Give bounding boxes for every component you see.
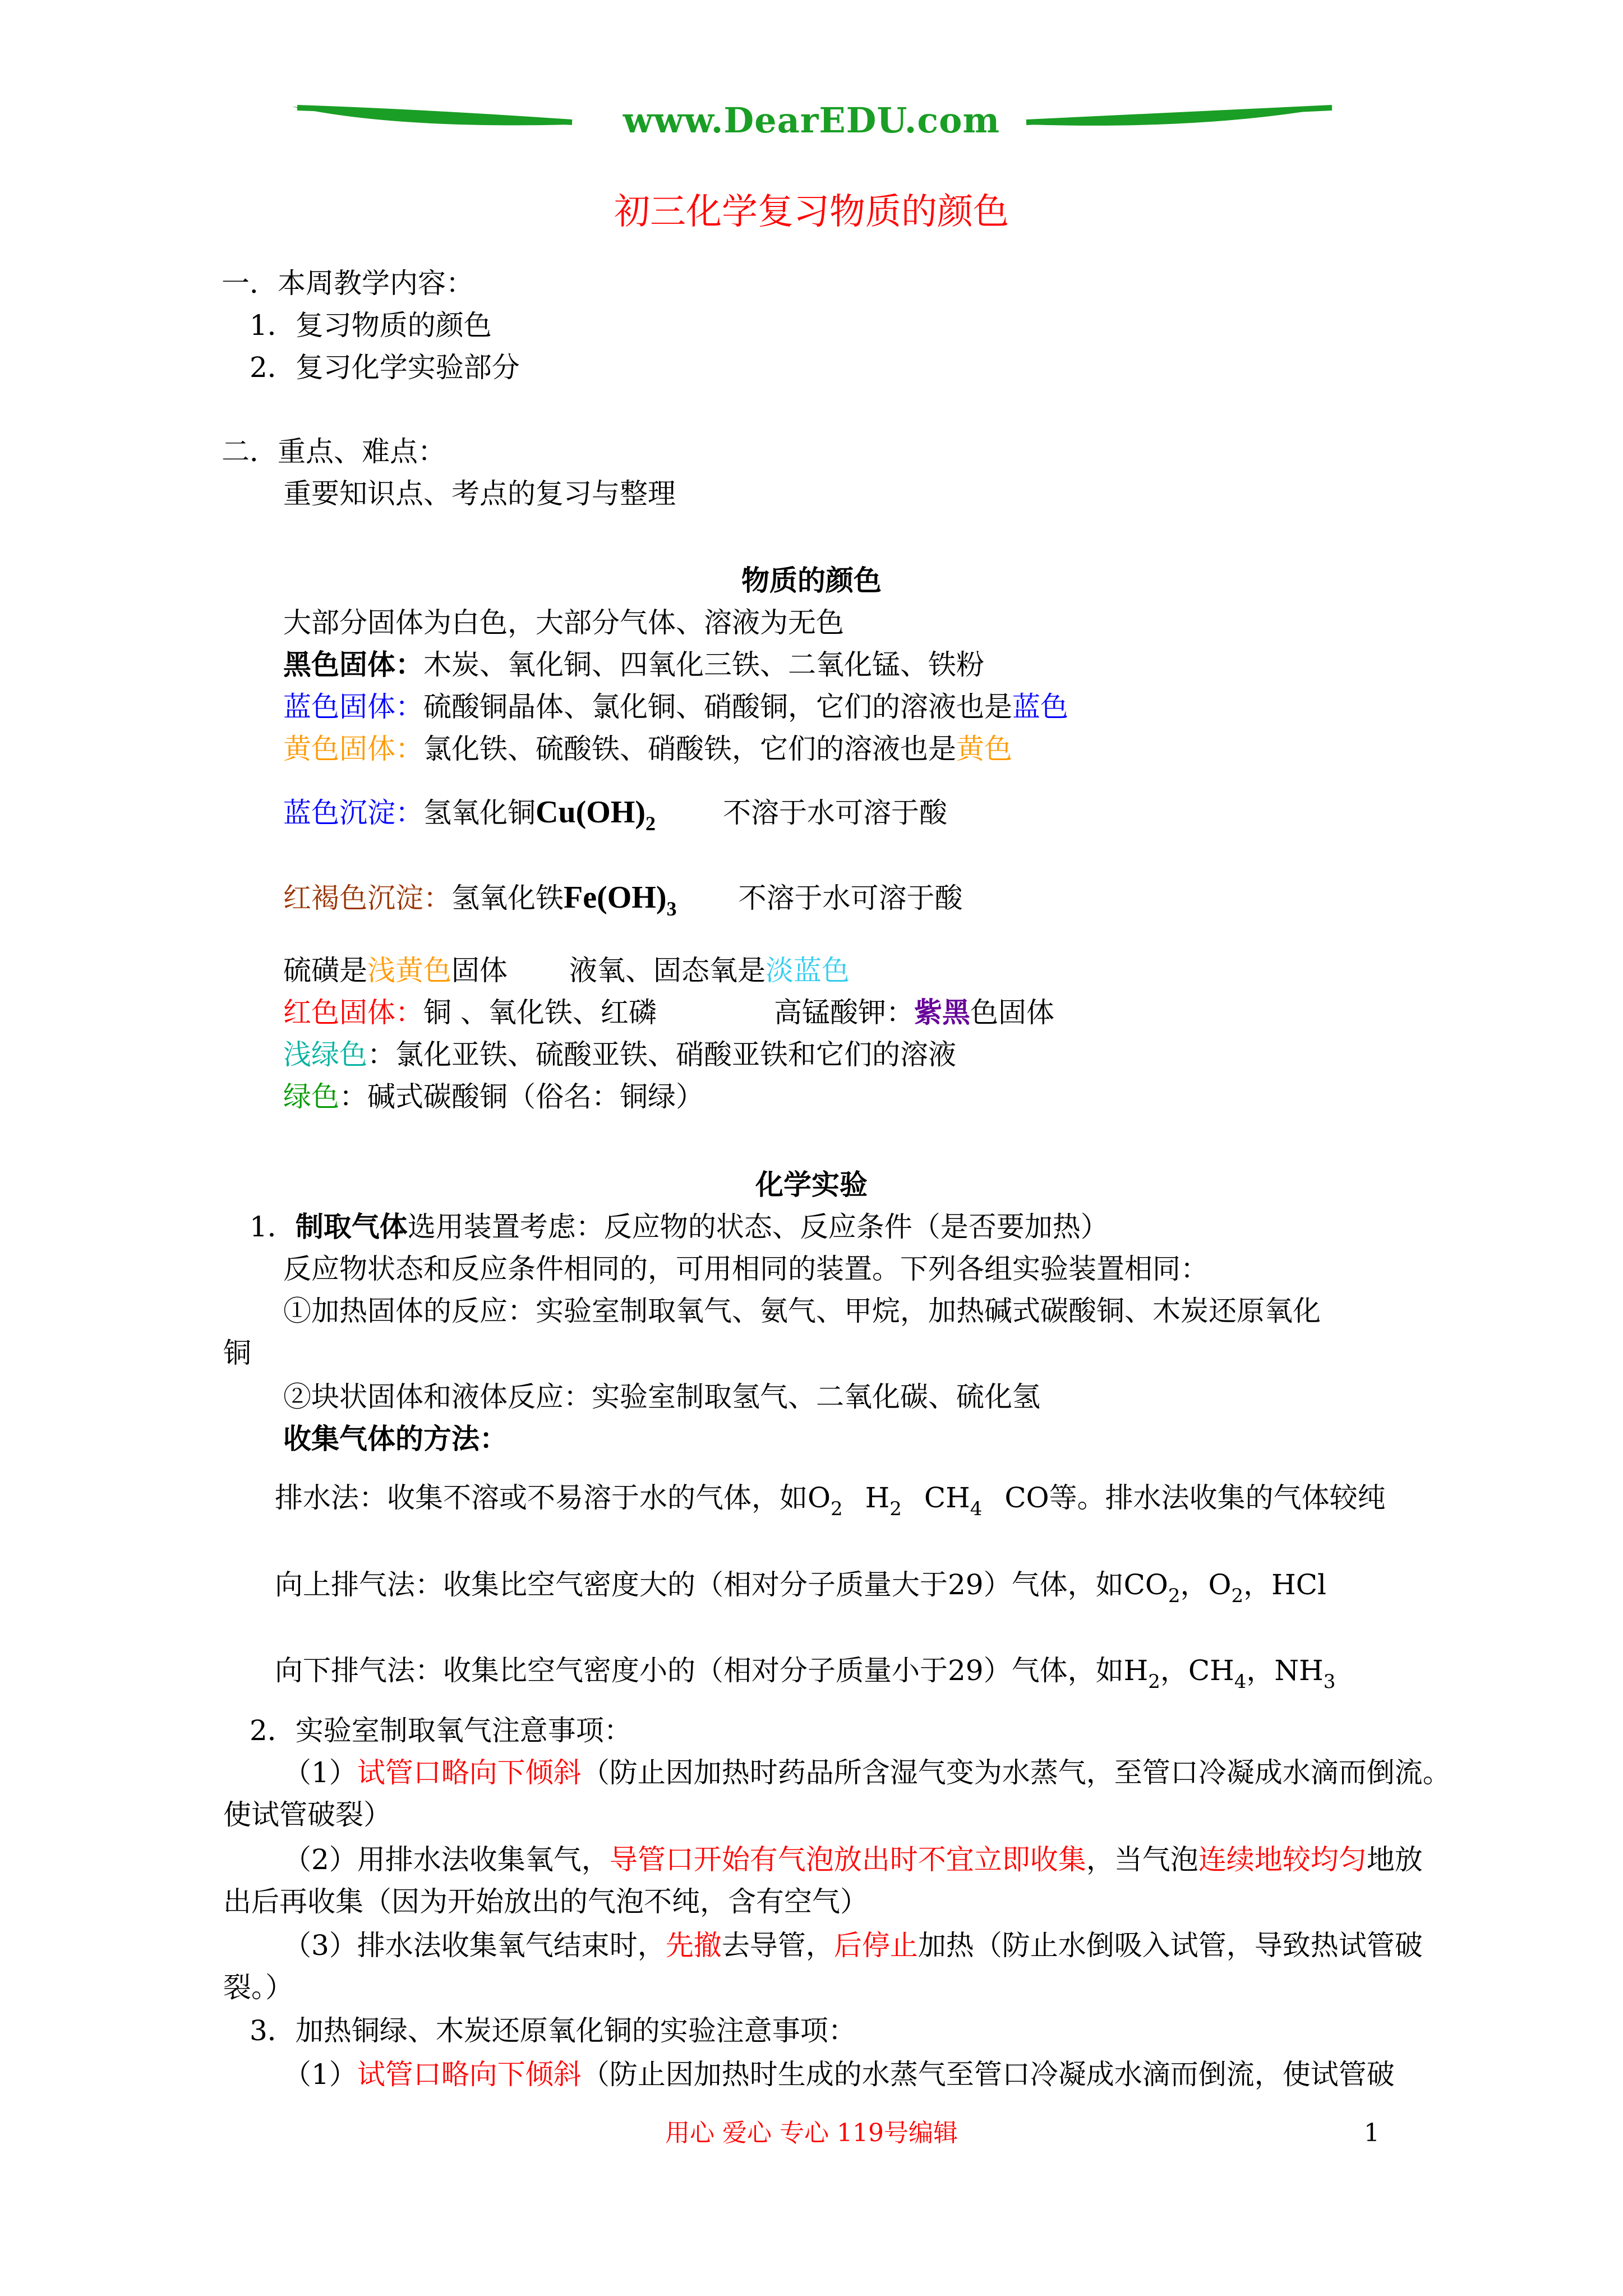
separator: ，	[1160, 1654, 1188, 1687]
exp-p1-item1b: 铜	[223, 1337, 251, 1369]
formula-CO2: $CO_2$	[1123, 1568, 1181, 1607]
formula-H2: $H_2$	[865, 1481, 902, 1520]
p2-2-red1: 导管口开始有气泡放出时不宜立即收集	[609, 1843, 1086, 1876]
p2-2-red2: 连续地较均匀	[1198, 1843, 1367, 1876]
formula-CH4: $CH_4$	[924, 1481, 983, 1520]
exp-p1-num: 1．	[250, 1211, 296, 1243]
yellow-text: 氯化铁、硫酸铁、硝酸铁，它们的溶液也是	[423, 733, 956, 765]
brownppt-label: 红褐色沉淀：	[283, 882, 451, 914]
kmno4-b: 色固体	[970, 996, 1054, 1029]
blueppt-label: 蓝色沉淀：	[283, 797, 423, 829]
p2-3-red1: 先撤	[665, 1929, 722, 1962]
page-footer: 用心 爱心 专心 119号编辑	[665, 2119, 958, 2147]
p2-3-red2: 后停止	[833, 1929, 918, 1962]
upward-method-line	[275, 1568, 1327, 1607]
sulfur-oxygen-line	[283, 954, 850, 987]
exp-p1-item1a: ①加热固体的反应：实验室制取氧气、氨气、甲烷，加热碱式碳酸铜、木炭还原氧化	[283, 1295, 1321, 1327]
exp-p3-1-line	[283, 2058, 1395, 2091]
section2-heading: 二．重点、难点：	[222, 435, 446, 468]
section1-heading: 一．本周教学内容：	[222, 267, 474, 300]
up-a: 向上排气法：收集比空气密度大的（相对分子质量大于29）气体，如	[275, 1568, 1124, 1601]
brownppt-sub: 3	[666, 898, 677, 920]
red-solids-line	[283, 996, 657, 1029]
lightgreen-text: ：氯化亚铁、硫酸亚铁、硝酸亚铁和它们的溶液	[367, 1038, 956, 1071]
experiments-heading: 化学实验	[755, 1168, 868, 1201]
p3-1-red: 试管口略向下倾斜	[357, 2058, 582, 2091]
exp-p2-3-line	[283, 1929, 1423, 1962]
water-method-line	[275, 1481, 1386, 1520]
exp-p1-line	[250, 1210, 1109, 1244]
black-solids-line	[283, 648, 984, 682]
colors-intro: 大部分固体为白色，大部分气体、溶液为无色	[283, 606, 844, 639]
oxygen-color: 淡蓝色	[766, 954, 850, 987]
red-label: 红色固体：	[283, 996, 423, 1029]
collect-heading: 收集气体的方法：	[283, 1422, 508, 1455]
formula-O2: $O_2$	[808, 1481, 843, 1520]
p2-1-num: （1）	[283, 1756, 357, 1789]
blueppt-formula: Cu(OH)	[536, 795, 645, 830]
formula-HCl: HCl	[1271, 1568, 1327, 1601]
kmno4-line	[774, 996, 1054, 1029]
p2-3-mid: 去导管，	[721, 1929, 834, 1962]
brownppt-note: 不溶于水可溶于酸	[738, 882, 963, 914]
exp-p1-text: 选用装置考虑：反应物的状态、反应条件（是否要加热）	[407, 1211, 1109, 1243]
yellow-label: 黄色固体：	[283, 733, 423, 765]
exp-p1-bold: 制取气体	[295, 1210, 408, 1243]
separator: ，	[1246, 1654, 1275, 1687]
section1-item: 1．复习物质的颜色	[250, 309, 492, 342]
formula-NH3: $NH_3$	[1274, 1654, 1336, 1693]
water-a: 排水法：收集不溶或不易溶于水的气体，如	[275, 1481, 808, 1514]
brownppt-text: 氢氧化铁	[451, 882, 564, 914]
downward-method-line	[275, 1654, 1336, 1693]
p2-3-tail: 加热（防止水倒吸入试管，导致热试管破	[917, 1929, 1423, 1962]
kmno4-color: 紫黑	[914, 996, 970, 1029]
sulfur-color: 浅黄色	[367, 954, 451, 987]
separator: ，	[1243, 1568, 1272, 1601]
p2-1-red: 试管口略向下倾斜	[357, 1756, 582, 1789]
black-text: 木炭、氧化铜、四氧化三铁、二氧化锰、铁粉	[423, 648, 984, 681]
blue-text: 硫酸铜晶体、氯化铜、硝酸铜，它们的溶液也是	[423, 691, 1012, 723]
p3-1-num: （1）	[283, 2058, 357, 2091]
p2-2-mid: ，当气泡	[1086, 1843, 1198, 1876]
p2-2-tail: 地放	[1366, 1843, 1423, 1876]
brownppt-formula: Fe(OH)	[564, 880, 667, 915]
blue-precipitate-line	[283, 795, 947, 835]
p2-3-text: （3）排水法收集氧气结束时，	[283, 1929, 666, 1962]
black-label: 黑色固体：	[283, 648, 423, 681]
exp-p1-line2: 反应物状态和反应条件相同的，可用相同的装置。下列各组实验装置相同：	[283, 1253, 1209, 1285]
separator: ，	[1180, 1568, 1209, 1601]
green-text: ：碱式碳酸铜（俗名：铜绿）	[339, 1080, 704, 1113]
sulfur-b: 固体	[451, 954, 508, 987]
formula-O2: $O_2$	[1208, 1568, 1244, 1607]
p2-1-text: （防止因加热时药品所含湿气变为水蒸气，至管口冷凝成水滴而倒流。	[581, 1756, 1451, 1789]
p3-1-text: （防止因加热时生成的水蒸气至管口冷凝成水滴而倒流，使试管破	[581, 2058, 1395, 2091]
blue-solids-line	[283, 690, 1068, 724]
section2-text: 重要知识点、考点的复习与整理	[283, 477, 676, 510]
oxygen-a: 液氧、固态氧是	[569, 954, 766, 987]
exp-p2-2-cont: 出后再收集（因为开始放出的气泡不纯，含有空气）	[223, 1885, 868, 1918]
exp-p2-2-line	[283, 1843, 1423, 1876]
down-a: 向下排气法：收集比空气密度小的（相对分子质量小于29）气体，如	[275, 1654, 1124, 1687]
section1-item: 2．复习化学实验部分	[250, 351, 520, 384]
formula-CH4: $CH_4$	[1188, 1654, 1247, 1693]
blue-tail: 蓝色	[1012, 691, 1068, 723]
exp-p2-1-line	[283, 1756, 1451, 1789]
colors-heading: 物质的颜色	[741, 564, 882, 597]
exp-p2-3-cont: 裂。）	[223, 1971, 293, 2004]
page-title: 初三化学复习物质的颜色	[614, 191, 1009, 233]
lightgreen-label: 浅绿色	[283, 1038, 367, 1071]
water-b: 等。排水法收集的气体较纯	[1049, 1481, 1386, 1514]
p2-2-text: （2）用排水法收集氧气，	[283, 1843, 610, 1876]
blueppt-sub: 2	[645, 812, 656, 835]
lightgreen-line	[283, 1038, 956, 1071]
green-label: 绿色	[283, 1080, 339, 1113]
page-number: 1	[1364, 2119, 1380, 2147]
formula-CO: CO	[1004, 1481, 1049, 1514]
exp-p1-item2: ②块状固体和液体反应：实验室制取氢气、二氧化碳、硫化氢	[283, 1381, 1040, 1413]
green-line	[283, 1080, 704, 1114]
blueppt-note: 不溶于水可溶于酸	[723, 797, 947, 829]
formula-H2: $H_2$	[1123, 1654, 1160, 1693]
exp-p2-1-cont: 使试管破裂）	[223, 1798, 391, 1831]
exp-p3-heading: 3．加热铜绿、木炭还原氧化铜的实验注意事项：	[250, 2014, 856, 2047]
brown-precipitate-line	[283, 880, 963, 920]
exp-p2-heading: 2．实验室制取氧气注意事项：	[250, 1714, 632, 1747]
sulfur-a: 硫磺是	[283, 954, 367, 987]
blue-label: 蓝色固体：	[283, 691, 423, 723]
blueppt-text: 氢氧化铜	[423, 797, 536, 829]
kmno4-a: 高锰酸钾：	[774, 996, 914, 1029]
yellow-tail: 黄色	[956, 733, 1012, 765]
site-logo: www.DearEDU.com	[623, 100, 1000, 141]
red-text: 铜 、氧化铁、红磷	[423, 996, 657, 1029]
yellow-solids-line	[283, 732, 1012, 766]
